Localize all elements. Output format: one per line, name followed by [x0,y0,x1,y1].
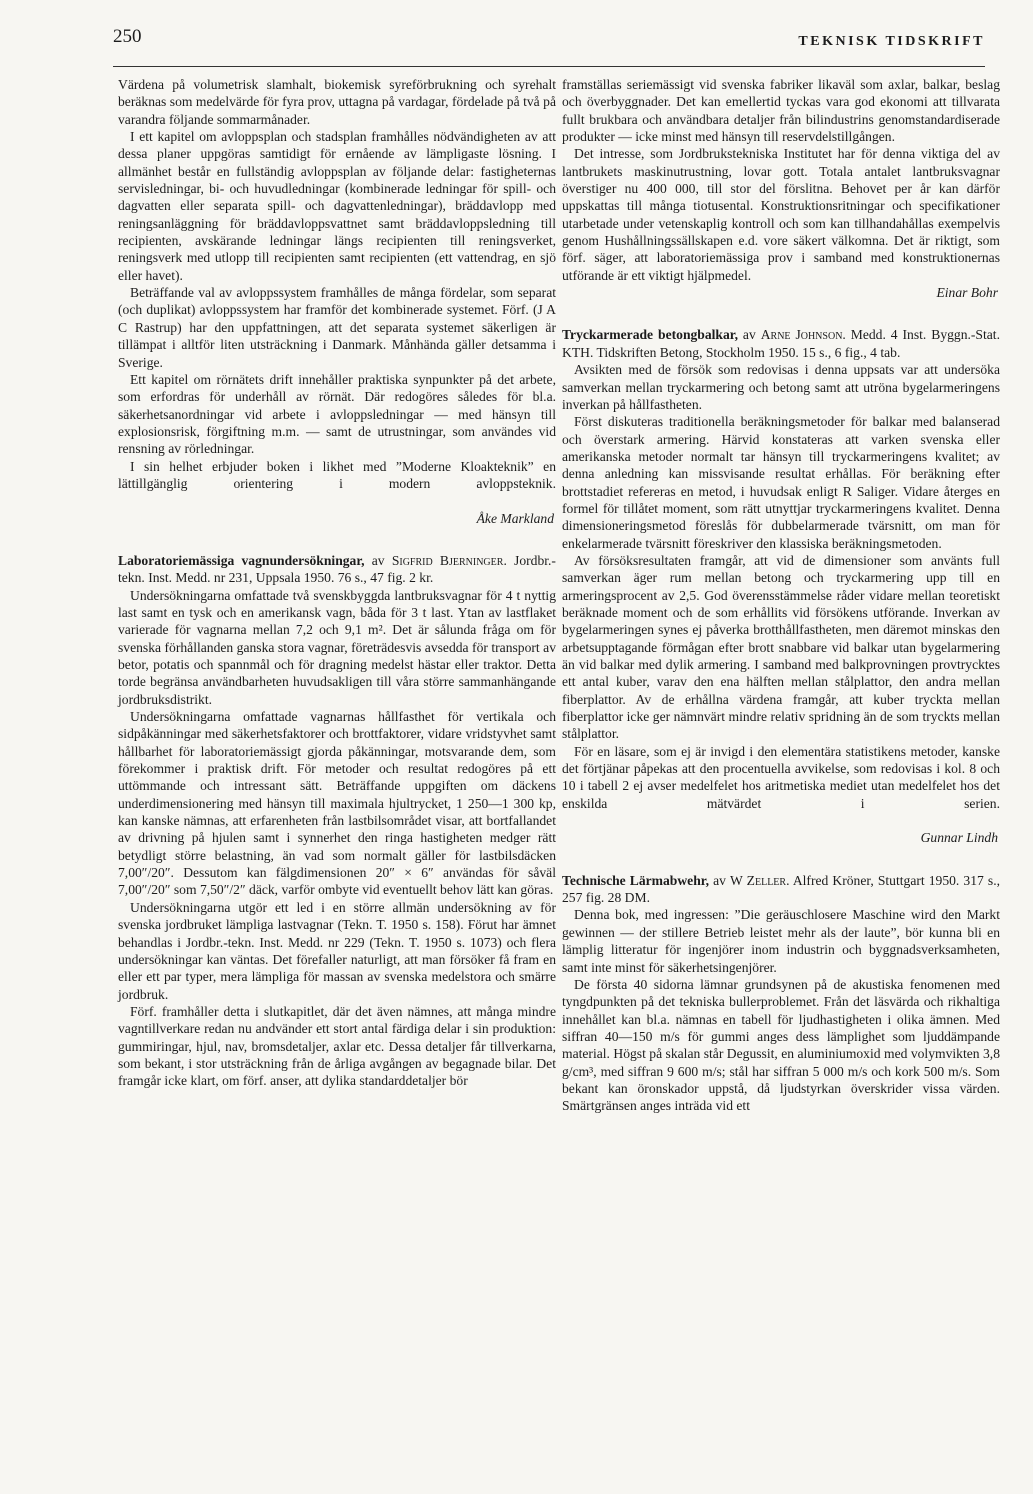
paragraph: Undersökningarna omfattade två svenskbyggda lantbruksvagnar för 4 t nyttig last samt en tysk och en amerikansk vagn, båda för 3 t last. Ytan av lastflaket varierade för vagnarna mellan 7,2 och 9,1 m². Det är sålunda fråga om för svenska förhållanden ganska stora vagnar, företrädesvis avsedda för transport av betor, potatis och spannmål och för dragning medelst hästar eller traktor. Detta torde begränsa användbarheten huvudsakligen till våra större sammanhängande jordbruksdistrikt. [118,587,556,707]
paragraph: I ett kapitel om avloppsplan och stadsplan framhålles nödvändigheten av att dessa planer uppgöras samtidigt för ernående av lämpligaste lösning. I allmänhet består en fullständig avloppsplan av följande delar: fastigheternas servisledningar, bi- och huvudledningar (kombinerade ledningar för spill- och dagvatten eller separata spill- och dagvattenledningar), bräddavlopp med reningsanläggning för bräddavloppsvattnet samt bräddavloppsledning till recipienten, avskärande ledningar längs recipienten till reningsverket, reningsverk med utlopp till recipienten samt recipienten (ett vattendrag, en sjö eller havet). [118,129,556,283]
paragraph: I sin helhet erbjuder boken i likhet med ”Moderne Kloakteknik” en lättillgänglig orientering i modern avloppsteknik. [118,458,556,491]
review-author: Arne Johnson [760,327,843,343]
review-title: Tryckarmerade betongbalkar, [562,327,738,343]
paragraph: Värdena på volumetrisk slamhalt, biokemisk syreförbrukning och syrehalt beräknas som medelvärde för fyra prov, uttagna på vardagar, fördelade på två på varandra följande sommarmånader. [118,77,556,127]
section-gap [562,847,1000,872]
review-signature: Gunnar Lindh [920,830,998,846]
review-signature: Åke Markland [476,510,554,526]
review-heading [562,872,1000,907]
review-heading [562,326,1000,361]
paragraph: För en läsare, som ej är invigd i den elementära statistikens metoder, kanske det förtjänar påpekas att den procentuella avvikelse, som redovisas i kol. 8 och 10 i tabell 2 ej avser medelfelet hos aritmetiska mediet utan medelfelet hos det enskilda mätvärdet i serien. [562,743,1000,811]
page-header [113,26,985,67]
section-gap [118,527,556,552]
paragraph: Ett kapitel om rörnätets drift innehåller praktiska synpunkter på det arbete, som erfordras för underhåll av rörnät. Där redogöres således för bl.a. säkerhetsanordningar vid arbete i avloppsledningar — med hänsyn till explosionsrisk, förgiftning m.m. — samt de utrustningar, som användes vid rensning av rörledningar. [118,371,556,457]
review-author: W Zeller [730,872,787,888]
review-title: Technische Lärmabwehr, [562,872,709,888]
review-signature: Einar Bohr [936,285,998,301]
paragraph: Förf. framhåller detta i slutkapitlet, där det även nämnes, att många mindre vagntillverkare redan nu andvänder ett stort antal färdiga delar i sin produktion: gummiringar, hjul, nav, bromsdetaljer, axlar etc. Dessa detaljer får tillverkarna, som bekant, i stor utsträckning från de årliga avgången av begagnade bilar. Det framgår icke klart, om förf. anser, att dylika standarddetaljer bör [118,1003,556,1089]
paragraph: Först diskuteras traditionella beräkningsmetoder för balkar med balanserad och överstark armering. Härvid konstateras att varken svenska eller amerikanska metoder normalt tar hänsyn till tryckarmeringens kvalitet; av denna anledning kan missvisande resultat erhållas. För beräkning efter brottstadiet refereras en metod, i huvudsak enligt R Saliger. Vidare återges en formel för tillåtet moment, som rätt utnyttjar tryckarmeringens kvalitet. Denna dimensioneringsmetod föreslås för dubbelarmerade tvärsnitt, om man för enkelarmerade tvärsnitt föreskriver den klassiska beräkningsmetoden. [562,414,1000,551]
page-number: 250 [113,26,142,47]
paragraph: Denna bok, med ingressen: ”Die geräuschlosere Maschine wird den Markt gewinnen — der stillere Betrieb leistet mehr als der laute”, bör kunna bli en lämplig litteratur för ingenjörer inom industrin och byggnadsverksamheten, samt inte minst för säkerhetsingenjörer. [562,907,1000,975]
review-heading [118,552,556,587]
review-author: Sigfrid Bjerninger [391,552,504,568]
paragraph: Undersökningarna utgör ett led i en större allmän undersökning av för svenska jordbruket lämpliga lastvagnar (Tekn. T. 1950 s. 158). Förut har ämnet behandlas i Jordbr.-tekn. Inst. Medd. nr 229 (Tekn. T. 1950 s. 1073) och flera undersökningar kan väntas. Det förefaller naturligt, att man försöker få fram en eller ett par typer, mera lämpliga för massan av svenska medelstora och smärre jordbruk. [118,899,556,1002]
review-by: av [371,552,385,568]
paragraph: De första 40 sidorna lämnar grundsynen på de akustiska fenomenen med tyngdpunkten på det tekniska bullerproblemet. Från det läsvärda och rikhaltiga innehållet kan bl.a. nämnas en tabell för ljudhastigheten i olika ämnen. Med siffran 40—150 m/s för gummi anges dess lämplighet som ljuddämpande material. Högst på skalan står Degussit, en aluminiumoxid med volymvikten 3,8 g/cm³, med siffran 9 600 m/s; stål har siffran 5 000 m/s och kork 500 m/s. Som bekant kan öronskador uppstå, då ljudstyrkan överskrider vissa värden. Smärtgränsen anges inträda vid ett [562,976,1000,1114]
review-citation: . Alfred Kröner, Stuttgart 1950. 317 s., 257 fig. 28 DM. [562,872,1000,906]
review-citation: . Jordbr.-tekn. Inst. Medd. nr 231, Uppsala 1950. 76 s., 47 fig. 2 kr. [118,552,556,586]
section-gap [562,301,1000,326]
review-citation: . Medd. 4 Inst. Byggn.-Stat. KTH. Tidskriften Betong, Stockholm 1950. 15 s., 6 fig., 4 tab. [562,327,1000,360]
paragraph: Undersökningarna omfattade vagnarnas hållfasthet för vertikala och sidpåkänningar med säkerhetsfaktorer och brottfaktorer, vidare vridstyvhet samt hållbarhet för laboratoriemässigt gjorda påkänningar, motsvarande dem, som förekommer i praktisk drift. För metoder och resultat redogöres på ett uttömmande och intressant sätt. Beträffande uppgiften om däckens underdimensionering med hänsyn till maximala hjultrycket, 1 250—1 300 kp, kan kanske nämnas, att erfarenheten från lastbilsområdet visar, att bortfallandet av drivning på hjulen samt i synnerhet den ringa hastigheten medger rätt betydligt större belastning, än vad som normalt gäller för lastbilsdäcken 7,00″/20″. Dessutom kan fälgdimensionen 20″ × 6″ användas för såväl 7,00″/20″ som 7,50″/2″ däck, varför ombyte vid eventuellt behov lätt kan göras. [118,709,556,898]
paragraph: Avsikten med de försök som redovisas i denna uppsats var att undersöka samverkan mellan tryckarmering och betong samt att utröna bygelarmeringens inverkan på hållfastheten. [562,362,1000,412]
journal-title: TEKNISK TIDSKRIFT [798,34,985,49]
review-title: Laboratoriemässiga vagnundersökningar, [118,552,365,568]
review-by: av [713,872,726,888]
paragraph: Det intresse, som Jordbrukstekniska Institutet har för denna viktiga del av lantbrukets maskinutrustning, lovar gott. Totala antalet lantbruksvagnar överstiger nu 400 000, till stor del förslitna. Behovet per år kan därför uppskattas till många tiotusental. Konstruktionsritningar och specifikationer utarbetade under vetenskaplig kontroll och som kan tillhandahållas exempelvis genom Hushållningssällskapen e.d. vore säkert välkomna. Det är riktigt, som förf. säger, att laboratoriemässiga prov i samband med konstruktionernas utförande är ett viktigt hjälpmedel. [562,146,1000,283]
paragraph: Av försöksresultaten framgår, att vid de dimensioner som använts full samverkan äger rum mellan betong och tryckarmering upp till en armeringsprocent av 2,5. God överensstämmelse råder vidare mellan teoretiskt beräknade moment och de som erhållits vid försökens utförande. Inverkan av bygelarmeringen synes ej påverka brotthållfastheten, men däremot minskas den arbetsupptagande förmågan efter brott snabbare vid balkar utan bygelarmering än vid balkar med dylik armering. I samband med balkprovningen provtrycktes ett antal kuber, varav den ena hälften mellan stålplattor, den andra mellan fiberplattor. Av de erhållna värdena framgår, att kuber tryckta mellan fiberplattor icke ger nämnvärt mindre relativ spridning än de som tryckts mellan stålplattor. [562,552,1000,742]
paragraph: framställas seriemässigt vid svenska fabriker likaväl som axlar, balkar, beslag och överbyggnader. Det kan emellertid tyckas vara god ekonomi att tillvarata fullt brukbara och användbara detaljer från bilindustrins genomstandardiserade produkter — icke minst med hänsyn till reservdelstillgången. [562,77,1000,145]
review-by: av [742,327,756,343]
left-column [118,76,556,1090]
paragraph: Beträffande val av avloppssystem framhålles de många fördelar, som separat (och duplikat) avloppssystem har framför det kombinerade systemet. Förf. (J A C Rastrup) har den uppfattningen, att det separata systemet säkerligen är tillämpat i alltför liten utsträckning i Danmark. Månhända gäller detsamma i Sverige. [118,285,556,370]
right-column [562,76,1000,1115]
